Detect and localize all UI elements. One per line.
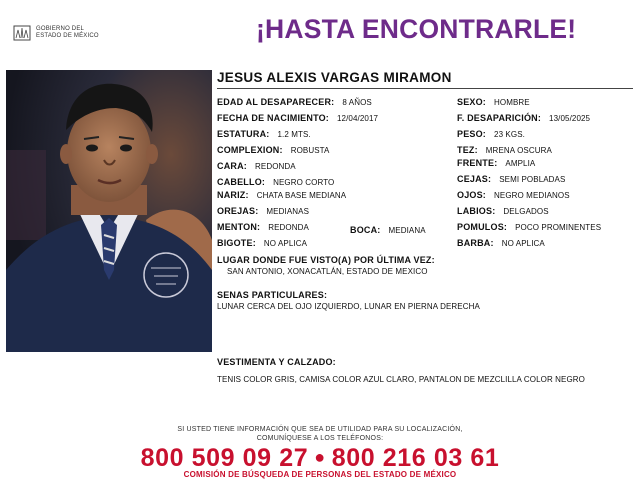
field-complexion [217, 145, 329, 156]
state-seal-icon [12, 23, 32, 43]
field-label: CEJAS: [457, 174, 492, 184]
field-value: CHATA BASE MEDIANA [256, 191, 347, 200]
field-label: NARIZ: [217, 190, 249, 200]
field-fecha-nacimiento [217, 113, 378, 124]
field-value: NO APLICA [501, 239, 545, 248]
field-boca [350, 225, 426, 236]
field-label: POMULOS: [457, 222, 508, 232]
divider [217, 88, 633, 89]
field-tez [457, 145, 552, 156]
clothing-label: VESTIMENTA Y CALZADO: [217, 357, 336, 367]
field-value: 12/04/2017 [337, 114, 379, 123]
field-label: ESTATURA: [217, 129, 270, 139]
field-frente [457, 158, 535, 169]
field-value: POCO PROMINENTES [515, 223, 602, 232]
field-label: F. DESAPARICIÓN: [457, 113, 542, 123]
field-value: REDONDA [255, 162, 296, 171]
field-value: NO APLICA [263, 239, 308, 248]
field-value: 13/05/2025 [549, 114, 591, 123]
phone-number-1[interactable]: 800 509 09 27 [140, 444, 309, 472]
field-cejas [457, 174, 565, 185]
field-value: AMPLIA [505, 159, 536, 168]
field-value: NEGRO CORTO [273, 178, 335, 187]
marks-value: LUNAR CERCA DEL OJO IZQUIERDO, LUNAR EN PIERNA DERECHA [217, 302, 480, 311]
field-label: MENTON: [217, 222, 261, 232]
marks-label: SENAS PARTICULARES: [217, 290, 328, 300]
field-value: NEGRO MEDIANOS [494, 191, 570, 200]
field-label: BOCA: [350, 225, 381, 235]
field-label: PESO: [457, 129, 487, 139]
headline: ¡HASTA ENCONTRARLE! [256, 14, 577, 44]
field-value: 1.2 MTS. [277, 130, 311, 139]
field-label: CABELLO: [217, 177, 266, 187]
field-label: EDAD AL DESAPARECER: [217, 97, 335, 107]
field-value: MEDIANAS [266, 207, 310, 216]
field-value: HOMBRE [494, 98, 530, 107]
field-label: OJOS: [457, 190, 487, 200]
field-pomulos [457, 222, 601, 233]
field-f-desaparicion [457, 113, 590, 124]
field-label: LABIOS: [457, 206, 496, 216]
field-ojos [457, 190, 570, 201]
field-label: BIGOTE: [217, 238, 256, 248]
field-value: 8 AÑOS [342, 98, 372, 107]
field-label: COMPLEXION: [217, 145, 283, 155]
field-label: OREJAS: [217, 206, 259, 216]
phone-numbers [0, 444, 640, 473]
field-label: FECHA DE NACIMIENTO: [217, 113, 329, 123]
field-labios [457, 206, 549, 217]
field-value: REDONDA [268, 223, 309, 232]
field-edad [217, 97, 372, 108]
field-value: MEDIANA [388, 226, 426, 235]
field-label: BARBA: [457, 238, 494, 248]
field-value: SEMI POBLADAS [499, 175, 566, 184]
field-barba [457, 238, 545, 249]
clothing-value: TENIS COLOR GRIS, CAMISA COLOR AZUL CLARO, PANTALON DE MEZCLILLA COLOR NEGRO [217, 375, 585, 384]
field-nariz [217, 190, 346, 201]
field-orejas [217, 206, 309, 217]
last-seen-label: LUGAR DONDE FUE VISTO(A) POR ÚLTIMA VEZ: [217, 255, 435, 265]
commission-name: COMISIÓN DE BÚSQUEDA DE PERSONAS DEL ESTADO DE MÉXICO [183, 470, 457, 479]
person-name: JESUS ALEXIS VARGAS MIRAMON [217, 70, 452, 85]
field-peso [457, 129, 525, 140]
phone-number-2[interactable]: 800 216 03 61 [331, 444, 500, 472]
logo-text [36, 26, 99, 40]
missing-person-photo [6, 70, 212, 352]
field-menton [217, 222, 309, 233]
field-estatura [217, 129, 311, 140]
field-bigote [217, 238, 307, 249]
field-value: MRENA OSCURA [485, 146, 552, 155]
field-value: ROBUSTA [290, 146, 330, 155]
field-label: CARA: [217, 161, 247, 171]
field-label: TEZ: [457, 145, 478, 155]
field-cabello [217, 177, 334, 188]
field-cara [217, 161, 296, 172]
field-label: FRENTE: [457, 158, 498, 168]
contact-info-line2: COMUNÍQUESE A LOS TELÉFONOS: [256, 435, 384, 442]
separator-dot: ● [314, 447, 326, 467]
government-logo [12, 22, 112, 44]
field-value: 23 KGS. [494, 130, 525, 139]
field-sexo [457, 97, 530, 108]
field-label: SEXO: [457, 97, 487, 107]
logo-line2: ESTADO DE MÉXICO [36, 33, 99, 39]
contact-info-line1: SI USTED TIENE INFORMACIÓN QUE SEA DE UTILIDAD PARA SU LOCALIZACIÓN, [177, 426, 463, 433]
last-seen-value: SAN ANTONIO, XONACATLÁN, ESTADO DE MEXICO [227, 267, 428, 276]
logo-line1: GOBIERNO DEL [36, 26, 85, 32]
field-value: DELGADOS [503, 207, 549, 216]
